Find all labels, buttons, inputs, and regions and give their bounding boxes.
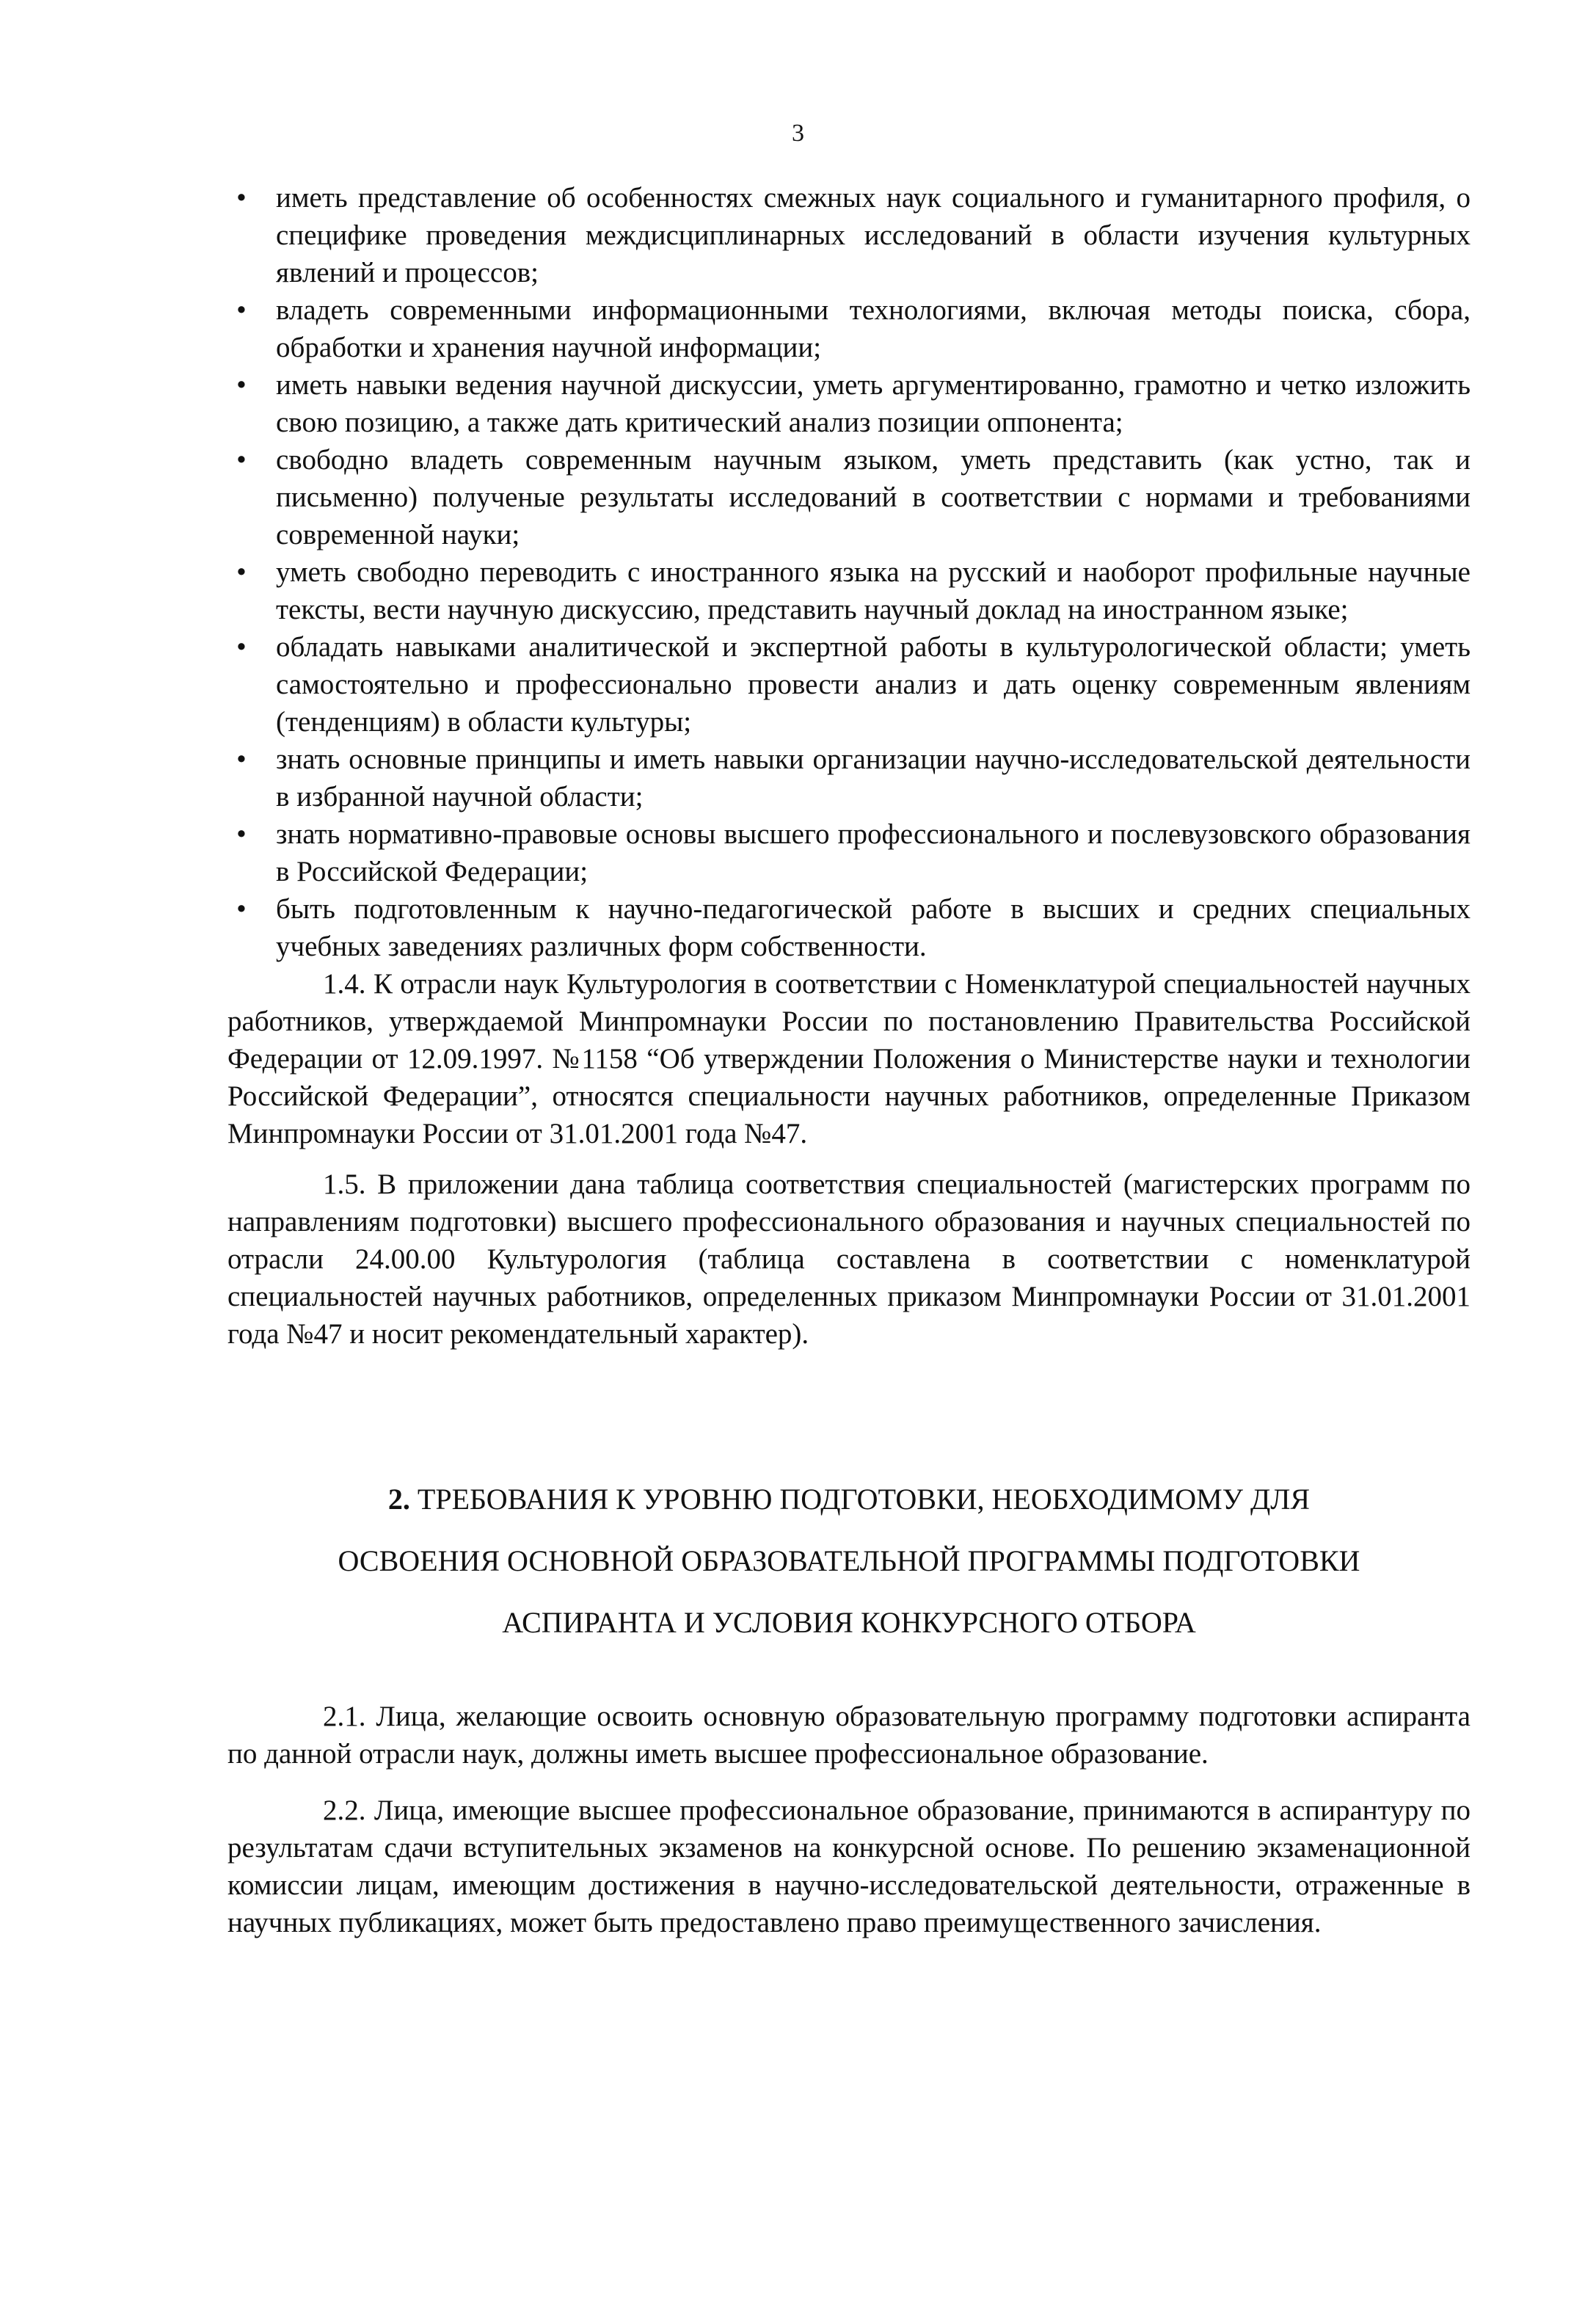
section-2-number: 2. — [387, 1483, 410, 1516]
bullet-icon: • — [236, 444, 247, 476]
section-2-body — [227, 1698, 1471, 1941]
section-2-title-line-2: ОСВОЕНИЯ ОСНОВНОЙ ОБРАЗОВАТЕЛЬНОЙ ПРОГРАММЫ ПОДГОТОВКИ — [338, 1544, 1360, 1577]
bullet-icon: • — [236, 294, 247, 326]
list-item-text: иметь представление об особенностях смежных наук социального и гуманитарного профиля, о специфике проведения междисциплинарных исследований в области изучения культурных явлений и процессов; — [276, 182, 1471, 288]
bullet-icon: • — [236, 556, 247, 588]
section-2-title-line-3: АСПИРАНТА И УСЛОВИЯ КОНКУРСНОГО ОТБОРА — [502, 1606, 1196, 1639]
list-item — [227, 628, 1471, 741]
list-item-text: знать основные принципы и иметь навыки организации научно-исследовательской деятельности в избранной научной области; — [276, 744, 1471, 813]
section-2-heading — [227, 1469, 1471, 1654]
paragraph-1-5: 1.5. В приложении дана таблица соответствия специальностей (магистерских программ по направлениям подготовки) высшего профессионального образования и научных специальностей по отрасли 24.00.00 Культурология (таблица составлена в соответствии с номенклатурой специальностей научных работников, определенных приказом Минпромнауки России от 31.01.2001 года №47 и носит рекомендательный характер). — [227, 1168, 1471, 1350]
list-item — [227, 553, 1471, 628]
list-item-text: обладать навыками аналитической и экспертной работы в культурологической области; уметь самостоятельно и профессионально провести анализ и дать оценку современным явлениям (тенденциям) в области культуры; — [276, 631, 1471, 738]
list-item-text: знать нормативно-правовые основы высшего профессионального и послевузовского образования в Российской Федерации; — [276, 818, 1471, 887]
bullet-icon: • — [236, 744, 247, 775]
list-item — [227, 366, 1471, 441]
bullet-icon: • — [236, 893, 247, 925]
list-item-text: владеть современными информационными технологиями, включая методы поиска, сбора, обработки и хранения научной информации; — [276, 294, 1471, 363]
bullet-icon: • — [236, 182, 247, 214]
list-item — [227, 815, 1471, 890]
list-item — [227, 890, 1471, 965]
list-item-text: иметь навыки ведения научной дискуссии, уметь аргументированно, грамотно и четко изложить свою позицию, а также дать критический анализ позиции оппонента; — [276, 369, 1471, 438]
bullet-icon: • — [236, 631, 247, 663]
list-item — [227, 291, 1471, 366]
section-2-title-line-1: ТРЕБОВАНИЯ К УРОВНЮ ПОДГОТОВКИ, НЕОБХОДИМОМУ ДЛЯ — [417, 1483, 1311, 1516]
requirements-bullet-list — [227, 179, 1471, 965]
paragraph-1-4: 1.4. К отрасли наук Культурология в соответствии с Номенклатурой специальностей научных работников, утверждаемой Минпромнауки России по постановлению Правительства Российской Федерации от 12.09.1997. №1158 “Об утверждении Положения о Министерстве науки и технологии Российской Федерации”, относятся специальности научных работников, определенные Приказом Минпромнауки России от 31.01.2001 года №47. — [227, 968, 1471, 1149]
list-item-text: быть подготовленным к научно-педагогической работе в высших и средних специальных учебных заведениях различных форм собственности. — [276, 893, 1471, 962]
document-body — [227, 179, 1471, 1941]
paragraph-2-2: 2.2. Лица, имеющие высшее профессиональное образование, принимаются в аспирантуру по результатам сдачи вступительных экзаменов на конкурсной основе. По решению экзаменационной комиссии лицам, имеющим достижения в научно-исследовательской деятельности, отраженные в научных публикациях, может быть предоставлено право преимущественного зачисления. — [227, 1795, 1471, 1938]
list-item — [227, 741, 1471, 815]
page-number: 3 — [792, 120, 804, 147]
paragraph-2-1: 2.1. Лица, желающие освоить основную образовательную программу подготовки аспиранта по данной отрасли наук, должны иметь высшее профессиональное образование. — [227, 1701, 1471, 1770]
list-item — [227, 441, 1471, 553]
bullet-icon: • — [236, 818, 247, 850]
bullet-icon: • — [236, 369, 247, 401]
list-item-text: уметь свободно переводить с иностранного языка на русский и наоборот профильные научные тексты, вести научную дискуссию, представить научный доклад на иностранном языке; — [276, 556, 1471, 625]
list-item-text: свободно владеть современным научным языком, уметь представить (как устно, так и письменно) полученые результаты исследований в соответствии с нормами и требованиями современной науки; — [276, 444, 1471, 550]
list-item — [227, 179, 1471, 291]
section-2-heading-line-1 — [227, 1469, 1471, 1530]
